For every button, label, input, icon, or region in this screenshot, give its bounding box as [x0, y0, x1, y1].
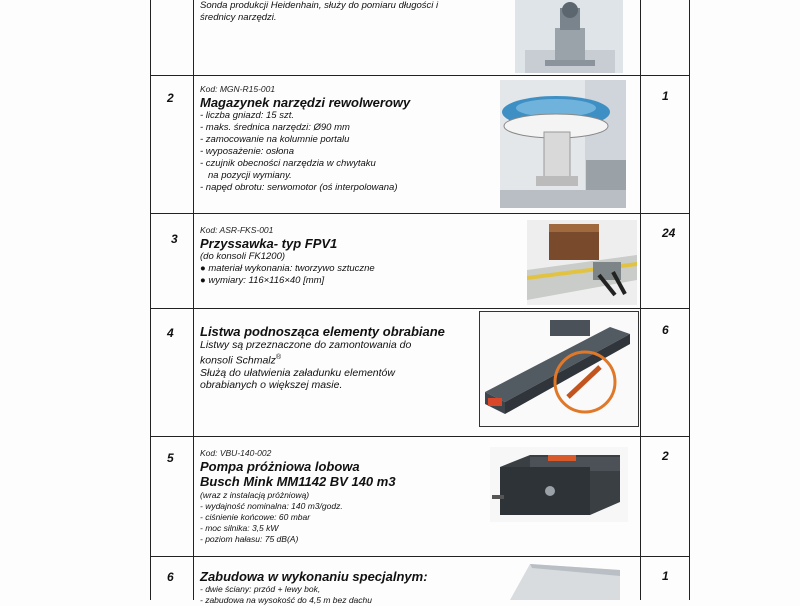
description-text: konsoli Schmalz [200, 354, 276, 366]
row-separator [150, 308, 690, 309]
row-number: 3 [171, 232, 178, 246]
row-quantity: 6 [662, 323, 669, 337]
enclosure-photo [500, 560, 620, 600]
spec-item: - moc silnika: 3,5 kW [200, 523, 279, 533]
spec-list [200, 584, 482, 606]
row-number: 4 [167, 326, 174, 340]
description-line: obrabianych o większej masie. [200, 379, 343, 391]
row-number: 2 [167, 91, 174, 105]
spec-list [200, 110, 482, 194]
vacuum-pump-photo [490, 447, 628, 522]
product-title: Magazynek narzędzi rewolwerowy [200, 95, 411, 110]
spec-list [200, 501, 482, 545]
row-2-description [200, 84, 482, 194]
description-line: średnicy narzędzi. [200, 12, 277, 23]
spec-item: - napęd obrotu: serwomotor (oś interpolowana) [200, 182, 398, 193]
description-line: Listwy są przeznaczone do zamontowania do [200, 339, 412, 351]
spec-item: - maks. średnica narzędzi: Ø90 mm [200, 122, 350, 133]
spec-item: - czujnik obecności narzędzia w chwytaku [200, 158, 376, 169]
product-subtitle: (wraz z instalacją próżniową) [200, 490, 310, 500]
row-6-description [200, 569, 482, 606]
row-quantity: 24 [662, 226, 676, 240]
product-code: Kod: VBU-140-002 [200, 448, 272, 458]
spec-item: - zabudowa na wysokość do 4,5 m bez dachu [200, 595, 372, 605]
row-quantity: 1 [662, 569, 669, 583]
table-divider-quantity [640, 0, 641, 600]
spec-item: - ciśnienie końcowe: 60 mbar [200, 512, 311, 522]
product-title: Zabudowa w wykonaniu specjalnym: [200, 569, 428, 584]
product-code: Kod: ASR-FKS-001 [200, 225, 274, 235]
row-5-description [200, 448, 482, 545]
table-border-left [150, 0, 151, 600]
row-number: 6 [167, 570, 174, 584]
row-separator [150, 213, 690, 214]
registered-mark: ® [275, 353, 282, 361]
row-quantity: 2 [662, 449, 669, 463]
product-title: Pompa próżniowa lobowa [200, 459, 360, 474]
row-1-description [200, 0, 482, 24]
description-line [200, 352, 490, 367]
revolver-tool-magazine-photo [500, 80, 626, 208]
product-subtitle: (do konsoli FK1200) [200, 251, 286, 262]
product-title: Listwa podnosząca elementy obrabiane [200, 324, 445, 339]
table-divider-number [193, 0, 194, 600]
spec-item: ● wymiary: 116×116×40 [mm] [200, 275, 325, 286]
row-quantity: 1 [662, 89, 669, 103]
spec-item: ● materiał wykonania: tworzywo sztuczne [200, 263, 375, 274]
product-code: Kod: MGN-R15-001 [200, 84, 276, 94]
spec-item: - zamocowanie na kolumnie portalu [200, 134, 350, 145]
row-separator [150, 436, 690, 437]
row-separator [150, 75, 690, 76]
table-border-right [689, 0, 690, 600]
description-line: Sonda produkcji Heidenhain, służy do pomiaru długości i [200, 0, 439, 11]
spec-item: - poziom hałasu: 75 dB(A) [200, 534, 299, 544]
spec-item: - wydajność nominalna: 140 m3/godz. [200, 501, 343, 511]
product-title: Busch Mink MM1142 BV 140 m3 [200, 474, 396, 489]
description-line: Służą do ułatwienia załadunku elementów [200, 366, 395, 379]
spec-item: - liczba gniazd: 15 szt. [200, 110, 294, 121]
spec-item: na pozycji wymiany. [208, 170, 292, 181]
spec-item: - wyposażenie: osłona [200, 146, 294, 157]
lifting-bar-photo [479, 311, 639, 427]
row-separator [150, 556, 690, 557]
heidenhain-probe-photo [515, 0, 623, 73]
suction-cup-photo [527, 220, 637, 305]
product-title: Przyssawka- typ FPV1 [200, 236, 338, 251]
row-4-description [200, 324, 490, 392]
spec-list [200, 263, 482, 287]
spec-item: - dwie ściany: przód + lewy bok, [200, 584, 321, 594]
row-3-description [200, 225, 482, 287]
row-number: 5 [167, 451, 174, 465]
